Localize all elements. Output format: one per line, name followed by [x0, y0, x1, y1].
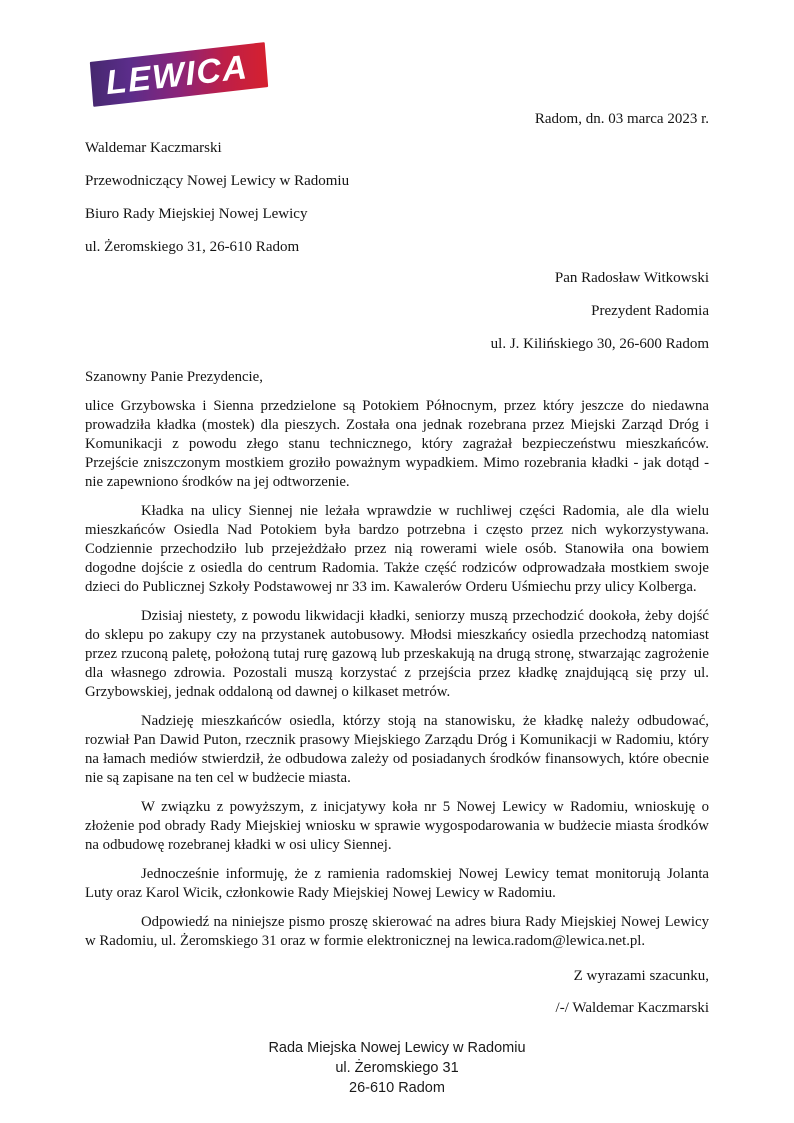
sender-address: ul. Żeromskiego 31, 26-610 Radom [85, 239, 300, 255]
footer-street: ul. Żeromskiego 31 [335, 1060, 459, 1076]
closing-signature: /-/ Waldemar Kaczmarski [555, 1000, 709, 1016]
footer-org: Rada Miejska Nowej Lewicy w Radomiu [268, 1040, 526, 1056]
recipient-address: ul. J. Kilińskiego 30, 26-600 Radom [490, 336, 709, 352]
date-line: Radom, dn. 03 marca 2023 r. [534, 111, 709, 127]
sender-block [85, 139, 709, 257]
body-paragraph-5: W związku z powyższym, z inicjatywy koła nr 5 Nowej Lewicy w Radomiu, wnioskuję o złożenie pod obrady Rady Miejskiej wniosku w sprawie wygospodarowania w budżecie miasta środków na odbudowę rozebranej kładki w osi ulicy Siennej. [85, 799, 709, 853]
lewica-logo-banner [90, 42, 268, 107]
body-paragraph-7: Odpowiedź na niniejsze pismo proszę skierować na adres biura Rady Miejskiej Nowej Lewicy w Radomiu, ul. Żeromskiego 31 oraz w formie elektronicznej na lewica.radom@lewica.net.pl. [85, 914, 709, 949]
recipient-title: Prezydent Radomia [591, 303, 709, 319]
lewica-logo-text: LEWICA [104, 47, 250, 102]
body-paragraph-3: Dzisiaj niestety, z powodu likwidacji kładki, seniorzy muszą przechodzić dookoła, żeby dojść do sklepu po zakupy czy na przystanek autobusowy. Młodsi mieszkańcy osiedla przechodzą natomiast przez rzuconą paletę, położoną tutaj rurę gazową lub przeskakują na drugą stronę, stwarzając zagrożenie dla własnego zdrowia. Pozostali muszą korzystać z przejścia przez kładkę znajdującą się przy ul. Grzybowskiej, jednak oddaloną od dawnej o kilkaset metrów. [85, 608, 709, 700]
closing-phrase: Z wyrazami szacunku, [573, 968, 709, 984]
footer-block [85, 1038, 709, 1098]
sender-office: Biuro Rady Miejskiej Nowej Lewicy [85, 206, 308, 222]
body-paragraph-4: Nadzieję mieszkańców osiedla, którzy stoją na stanowisku, że kładkę należy odbudować, rozwiał Pan Dawid Puton, rzecznik prasowy Miejskiego Zarządu Dróg i Komunikacji w Radomiu, który na łamach mediów stwierdził, że odbudowa zależy od posiadanych środków finansowych, które obecnie nie są zapisane na ten cel w budżecie miasta. [85, 713, 709, 786]
body-paragraph-2: Kładka na ulicy Siennej nie leżała wprawdzie w ruchliwej części Radomia, ale dla wielu mieszkańców Osiedla Nad Potokiem była bardzo potrzebna i często przez nich wykorzystywana. Codziennie przechodziło lub przejeżdżało przez nią rowerami wiele osób. Stanowiła ona bowiem dogodne dojście z osiedla do centrum Radomia. Także część rodziców odprowadzała mostkiem swoje dzieci do Publicznej Szkoły Podstawowej nr 33 im. Kawalerów Orderu Uśmiechu przy ulicy Kolberga. [85, 503, 709, 595]
body-paragraph-1: ulice Grzybowska i Sienna przedzielone są Potokiem Północnym, przez który jeszcze do niedawna prowadziła kładka (mostek) dla pieszych. Została ona jednak rozebrana przez Miejski Zarząd Dróg i Komunikacji z powodu złego stanu technicznego, który zagrażał bezpieczeństwu mieszkańców. Przejście zniszczonym mostkiem groziło poważnym wypadkiem. Mimo rozebrania kładki - jak dotąd - nie zapewniono środków na jej odtworzenie. [85, 398, 709, 490]
body-paragraph-6: Jednocześnie informuję, że z ramienia radomskiej Nowej Lewicy temat monitorują Jolanta Luty oraz Karol Wicik, członkowie Rady Miejskiej Nowej Lewicy w Radomiu. [85, 866, 709, 901]
closing-block [85, 967, 709, 1018]
footer-city: 26-610 Radom [349, 1080, 445, 1096]
sender-title: Przewodniczący Nowej Lewicy w Radomiu [85, 173, 350, 189]
lewica-logo [89, 40, 289, 108]
recipient-name: Pan Radosław Witkowski [554, 270, 709, 286]
recipient-block [85, 269, 709, 354]
salutation: Szanowny Panie Prezydencie, [85, 369, 263, 385]
sender-name: Waldemar Kaczmarski [85, 140, 222, 156]
